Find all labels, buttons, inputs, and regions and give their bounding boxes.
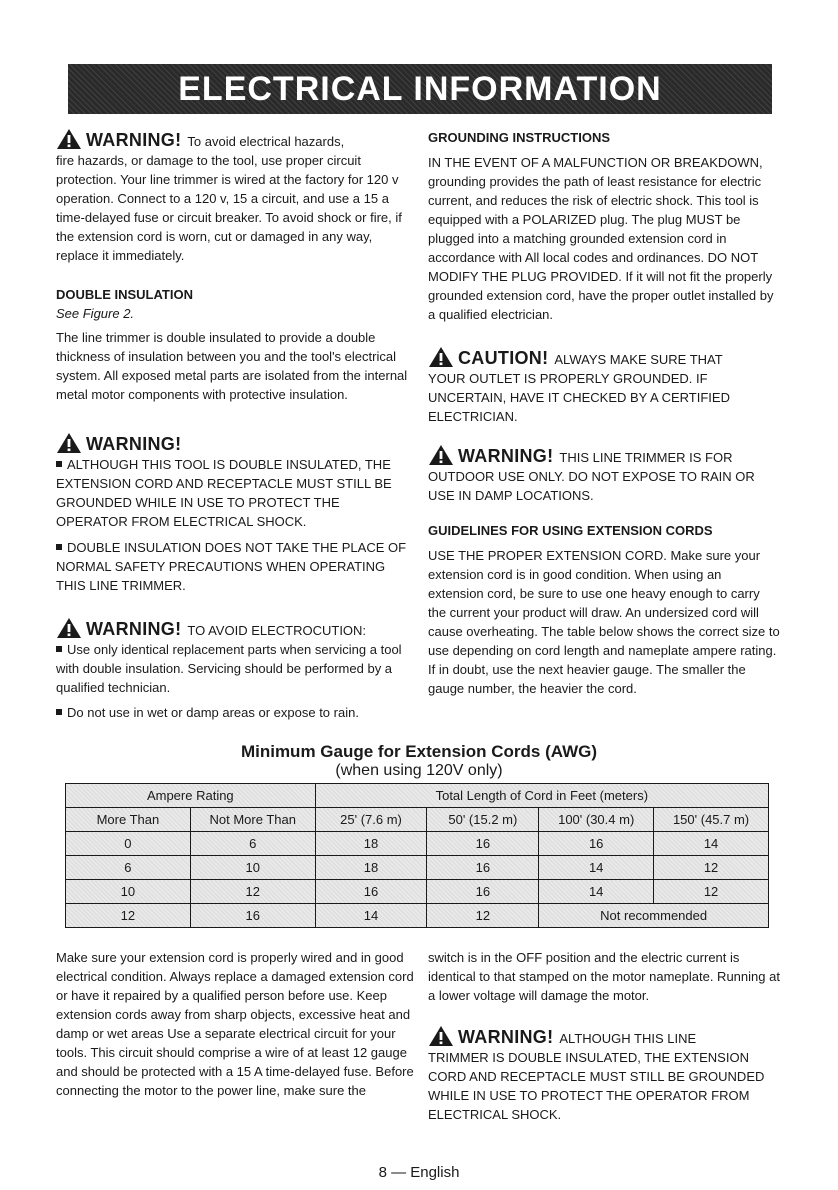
table-group-header: Total Length of Cord in Feet (meters) [315,784,768,808]
table-cell: 10 [190,856,315,880]
grounding-section [428,128,780,324]
table-row [66,880,769,904]
warning-lead: THIS LINE TRIMMER IS FOR [559,450,733,465]
safety-alert-icon [56,128,82,150]
safety-alert-icon [56,432,82,454]
safety-alert-icon [428,346,454,368]
table-cell: 6 [66,856,191,880]
bullet-icon [56,709,62,715]
safety-alert-icon [428,444,454,466]
double-insulation-section [56,285,408,404]
caution-label: CAUTION! [458,348,549,368]
warning-body: TRIMMER IS DOUBLE INSULATED, THE EXTENSION CORD AND RECEPTACLE MUST STILL BE GROUNDED WHILE IN USE TO PROTECT THE OPERATOR FROM ELECTRICAL SHOCK. [428,1050,765,1122]
safety-alert-icon [428,1025,454,1047]
table-group-header-row [66,784,769,808]
warning-label: WARNING! [86,130,182,150]
warning-label: WARNING! [458,1027,554,1047]
left-column [56,128,408,722]
table-cell: 12 [190,880,315,904]
warning-label: WARNING! [86,434,182,454]
warning-body: OUTDOOR USE ONLY. DO NOT EXPOSE TO RAIN OR USE IN DAMP LOCATIONS. [428,469,755,503]
table-header-cell: 25' (7.6 m) [315,808,427,832]
warning-outdoor-use [428,444,780,505]
section-heading: GUIDELINES FOR USING EXTENSION CORDS [428,523,713,538]
table-cell: Not recommended [539,904,769,928]
switch-body: switch is in the OFF position and the electric current is identical to that stamped on the motor nameplate. Running at a lower voltage will damage the motor. [428,950,780,1003]
table-header-cell: More Than [66,808,191,832]
bullet-icon [56,646,62,652]
table-header-row [66,808,769,832]
warning-lead: ALTHOUGH THIS LINE [559,1031,697,1046]
page-footer: 8 — English [378,1164,460,1181]
table-cell: 18 [315,832,427,856]
section-body: The line trimmer is double insulated to provide a double thickness of insulation between you and the tool's electrical system. All exposed metal parts are isolated from the internal metal motor components with protective insulation. [56,330,408,402]
table-header-cell: 150' (45.7 m) [654,808,769,832]
warning-electrocution [56,617,408,722]
bottom-left-column [56,948,414,1100]
warning-label: WARNING! [86,619,182,639]
section-body: USE THE PROPER EXTENSION CORD. Make sure your extension cord is in good condition. When using an extension cord, be sure to use one heavy enough to carry the current your product will draw. An undersized cord will cause overheating. The table below shows the correct size to use depending on cord length and nameplate ampere rating. If in doubt, use the next heavier gauge. The smaller the gauge number, the heavier the cord. [428,548,780,696]
figure-reference: See Figure 2. [56,306,135,321]
bullet-icon [56,544,62,550]
warning-lead: TO AVOID ELECTROCUTION: [187,623,367,638]
safety-alert-icon [56,617,82,639]
section-heading: DOUBLE INSULATION [56,287,193,302]
guidelines-section [428,521,780,698]
right-column [428,128,780,698]
table-cell: 16 [539,832,654,856]
table-cell: 16 [427,856,539,880]
table-cell: 14 [539,856,654,880]
table-title: Minimum Gauge for Extension Cords (AWG) [240,742,598,761]
table-row [66,904,769,928]
bullet-icon [56,461,62,467]
table-row [66,832,769,856]
section-heading: GROUNDING INSTRUCTIONS [428,130,610,145]
table-cell: 14 [654,832,769,856]
table-cell: 16 [427,880,539,904]
table-cell: 12 [427,904,539,928]
table-cell: 14 [539,880,654,904]
extension-cord-body: Make sure your extension cord is properly wired and in good electrical condition. Always replace a damaged extension cord or have it repaired by a qualified person before use. Keep extension cords away from sharp objects, excessive heat and damp or wet areas Use a separate electrical circuit for your tools. This circuit should comprise a wire of at least 12 gauge and should be protected with a 15 A time-delayed fuse. Before connecting the motor to the power line, make sure the [56,950,414,1098]
table-cell: 16 [190,904,315,928]
warning-lead: To avoid electrical hazards, [187,134,345,149]
page-title: ELECTRICAL INFORMATION [178,69,662,108]
gauge-table [65,783,769,928]
table-header-cell: Not More Than [190,808,315,832]
warning-double-insulated-final [428,1025,780,1124]
table-cell: 12 [66,904,191,928]
warning-body: fire hazards, or damage to the tool, use proper circuit protection. Your line trimmer is wired at the factory for 120 v operation. Connect to a 120 v, 15 a circuit, and use a 15 a time-delayed fuse or circuit breaker. To avoid shock or fire, if the extension cord is worn, cut or damaged in any way, replace it immediately. [56,153,402,263]
warning-bullet: Use only identical replacement parts when servicing a tool with double insulation. Servicing should be performed by a qualified technician. [56,642,402,695]
table-row [66,856,769,880]
table-cell: 16 [315,880,427,904]
caution-grounded-outlet [428,346,780,426]
warning-double-insulated [56,432,408,595]
table-cell: 12 [654,856,769,880]
bottom-right-column [428,948,780,1124]
warning-label: WARNING! [458,446,554,466]
table-cell: 12 [654,880,769,904]
warning-bullet: DOUBLE INSULATION DOES NOT TAKE THE PLACE OF NORMAL SAFETY PRECAUTIONS WHEN OPERATING THIS LINE TRIMMER. [56,540,407,593]
table-cell: 14 [315,904,427,928]
table-header-cell: 100' (30.4 m) [539,808,654,832]
table-header-cell: 50' (15.2 m) [427,808,539,832]
warning-bullet: Do not use in wet or damp areas or expose to rain. [56,703,408,722]
table-group-header: Ampere Rating [66,784,316,808]
table-cell: 6 [190,832,315,856]
warning-electrical-hazards [56,128,408,265]
table-cell: 16 [427,832,539,856]
section-banner [68,64,772,114]
table-cell: 10 [66,880,191,904]
section-body: IN THE EVENT OF A MALFUNCTION OR BREAKDOWN, grounding provides the path of least resistance for electric current, and reduces the risk of electric shock. This tool is equipped with a POLARIZED plug. The plug MUST be plugged into a matching grounded extension cord in accordance with All local codes and ordinances. DO NOT MODIFY THE PLUG PROVIDED. If it will not fit the properly grounded extension cord, have the proper outlet installed by a qualified electrician. [428,155,774,322]
caution-body: YOUR OUTLET IS PROPERLY GROUNDED. IF UNCERTAIN, HAVE IT CHECKED BY A CERTIFIED ELECTRICIAN. [428,371,730,424]
table-cell: 0 [66,832,191,856]
caution-lead: ALWAYS MAKE SURE THAT [554,352,723,367]
table-subtitle: (when using 120V only) [335,762,503,779]
warning-bullet: ALTHOUGH THIS TOOL IS DOUBLE INSULATED, THE EXTENSION CORD AND RECEPTACLE MUST STILL BE GROUNDED WHILE IN USE TO PROTECT THE OPERATOR FROM ELECTRICAL SHOCK. [56,457,392,529]
table-cell: 18 [315,856,427,880]
